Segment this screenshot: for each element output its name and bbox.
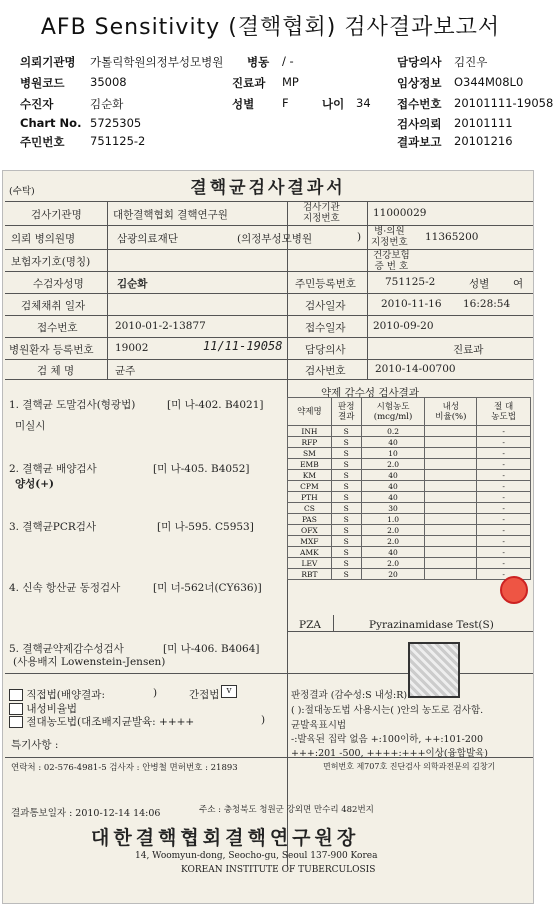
drug-cell: RFP [288,437,332,448]
field-label: 담당의사 [305,344,346,356]
drug-row [288,525,531,536]
test-1-code: [미 나-402. B4021] [167,399,264,411]
drug-cell [425,503,477,514]
drug-cell: - [477,437,531,448]
drug-row [288,492,531,503]
field-value: 대한결핵협회 결핵연구원 [113,209,228,221]
drug-cell: MXF [288,536,332,547]
field-label: 병·의원 지정번호 [371,226,408,248]
field-value: 16:28:54 [463,298,511,310]
drug-cell: 10 [361,448,425,459]
field-value: 김순화 [90,97,124,111]
drug-cell: 1.0 [361,514,425,525]
field-label: 건강보험 증 번 호 [373,250,410,272]
drug-row [288,536,531,547]
field-label: 의뢰 병의원명 [11,233,76,245]
test-4-label: 4. 신속 항산균 동정검사 [9,582,121,594]
legend-line: +++:201 -500, ++++:+++이상(융합발육) [291,748,489,759]
susceptibility-table [287,397,531,580]
sheet-title: 결핵균검사결과서 [190,178,346,198]
drug-cell [425,448,477,459]
drug-cell: LEV [288,558,332,569]
drug-cell: 40 [361,470,425,481]
method-ratio-label: 내성비율법 [26,703,78,715]
field-value: 5725305 [90,116,142,130]
field-label: 검 체 명 [37,365,75,377]
method-indirect-check: v [221,685,237,698]
drug-cell: - [477,525,531,536]
field-value: 751125-2 [90,134,146,148]
special-notes-label: 특기사항 : [11,739,59,751]
test-1-label: 1. 결핵균 도말검사(형광법) [9,399,136,411]
field-label: 성별 [469,278,490,290]
pza-value: Pyrazinamidase Test(S) [369,619,494,631]
field-value: O344M08L0 [454,75,524,89]
drug-cell: - [477,426,531,437]
field-value: 35008 [90,75,127,89]
susceptibility-title: 약제 감수성 검사결과 [321,387,419,399]
drug-cell: S [331,448,361,459]
drug-cell [425,536,477,547]
drug-cell [425,470,477,481]
drug-cell: S [331,547,361,558]
field-value: 20101216 [454,134,513,148]
field-label: 담당의사 [397,55,442,69]
drug-cell: S [331,558,361,569]
field-value: MP [282,75,299,89]
field-label: 보험자기호(명칭) [11,256,91,268]
field-label: 검사의뢰 [397,117,442,131]
test-4-code: [미 너-562너(CY636)] [153,582,262,594]
drug-cell: KM [288,470,332,481]
drug-cell: S [331,426,361,437]
drug-row [288,503,531,514]
field-value: 11365200 [425,231,479,243]
field-label: 진료과 [232,76,266,90]
field-value: 가톨릭학원의정부성모병원 [90,55,224,69]
method-indirect-label: 간접법 [189,689,220,701]
field-label: 검체채취 일자 [21,300,86,312]
method-absolute-label: 절대농도법(대조배지균발육: ++++ [26,716,195,728]
field-label: 성별 [232,97,255,111]
field-label: 결과보고 [397,135,442,149]
drug-cell: - [477,503,531,514]
field-value: 20101111-19058 [454,96,553,110]
method-absolute [9,714,194,729]
sus-col-header: 판정 결과 [331,398,361,426]
legend-line: ( ):절대농도법 사용시는( )안의 농도로 검사함. [291,705,484,716]
field-value: / - [282,54,294,68]
method-direct-close: ) [153,687,158,699]
drug-cell: 40 [361,437,425,448]
drug-row [288,547,531,558]
drug-row [288,426,531,437]
method-direct [9,687,105,702]
drug-cell: AMK [288,547,332,558]
drug-cell: 30 [361,503,425,514]
field-label: 접수번호 [397,97,442,111]
field-value: 34 [356,96,371,110]
drug-cell: 40 [361,481,425,492]
footer-license: 면허번호 제707호 진단검사 의학과전문의 김창기 [323,762,496,771]
field-label: Chart No. [20,116,82,130]
drug-cell: 20 [361,569,425,580]
field-value: 20101111 [454,116,513,130]
drug-cell: S [331,536,361,547]
drug-cell: - [477,448,531,459]
drug-cell [425,426,477,437]
official-seal-icon [408,642,460,698]
test-2-result: 양성(+) [15,478,55,490]
drug-cell: S [331,470,361,481]
drug-cell: - [477,558,531,569]
drug-cell [425,514,477,525]
drug-cell: PAS [288,514,332,525]
footer-address: 주소 : 충청북도 청원군 강외면 만수리 482번지 [199,805,374,815]
field-value: 2010-11-16 [381,298,442,310]
drug-row [288,481,531,492]
field-label: 진료과 [453,344,484,356]
drug-cell: S [331,569,361,580]
field-value: F [282,96,289,110]
drug-cell: 2.0 [361,536,425,547]
test-1-result: 미실시 [15,420,46,432]
drug-cell: - [477,492,531,503]
drug-cell: S [331,459,361,470]
footer-contact: 연락처 : 02-576-4981-5 검사자 : 안병철 면허번호 : 21893 [11,763,238,773]
drug-cell: 40 [361,492,425,503]
drug-cell [425,481,477,492]
drug-row [288,558,531,569]
drug-cell: 0.2 [361,426,425,437]
drug-cell: S [331,525,361,536]
test-5-result: (사용배지 Lowenstein-Jensen) [13,656,166,668]
sus-col-header: 약제명 [288,398,332,426]
sus-col-header: 시험농도 (mcg/ml) [361,398,425,426]
field-label: 병원코드 [20,76,65,90]
drug-cell: CS [288,503,332,514]
drug-cell: SM [288,448,332,459]
sus-col-header: 절 대 농도법 [477,398,531,426]
drug-cell: - [477,536,531,547]
field-label: 주민번호 [20,135,65,149]
field-label: 접수일자 [305,322,346,334]
drug-cell: S [331,492,361,503]
field-label: 병원환자 등록번호 [9,344,94,356]
field-value: 김순화 [117,278,148,290]
field-value: 균주 [115,365,136,377]
drug-cell: 40 [361,547,425,558]
drug-cell: CPM [288,481,332,492]
drug-row [288,448,531,459]
test-3-code: [미 나-595. C5953] [157,521,254,533]
drug-cell: - [477,459,531,470]
method-direct-label: 직접법(배양결과: [26,689,105,701]
drug-cell: - [477,547,531,558]
drug-cell: - [477,470,531,481]
footer-address-en: 14, Woomyun-dong, Seocho-gu, Seoul 137-900 Korea [135,851,378,861]
drug-cell [425,558,477,569]
pza-label: PZA [299,619,321,631]
drug-cell [425,569,477,580]
field-value: (의정부성모병원 [237,233,313,245]
drug-row [288,569,531,580]
drug-cell: S [331,437,361,448]
drug-cell [425,547,477,558]
drug-cell: - [477,514,531,525]
field-value: ) [357,231,362,243]
field-value: 김진우 [454,55,488,69]
test-2-label: 2. 결핵균 배양검사 [9,463,97,475]
legend-line: 균발육표시법 [291,720,347,731]
drug-cell: 2.0 [361,525,425,536]
field-value: 2010-14-00700 [375,363,456,375]
drug-cell: EMB [288,459,332,470]
footer-organization-en: KOREAN INSTITUTE OF TUBERCULOSIS [181,865,376,875]
sheet-tag: (수탁) [9,186,35,197]
report-title: AFB Sensitivity (결핵협회) 검사결과보고서 [40,15,501,40]
drug-row [288,437,531,448]
field-value: 19002 [115,342,149,354]
drug-cell: INH [288,426,332,437]
drug-cell: S [331,481,361,492]
test-2-code: [미 나-405. B4052] [153,463,250,475]
test-3-label: 3. 결핵균PCR검사 [9,521,97,533]
drug-cell: - [477,481,531,492]
test-5-code: [미 나-406. B4064] [163,643,260,655]
field-label: 검사기관 지정번호 [303,202,340,224]
drug-cell: RBT [288,569,332,580]
field-label: 나이 [322,97,345,111]
drug-cell: 2.0 [361,459,425,470]
drug-cell [425,437,477,448]
field-label: 검사기관명 [31,209,82,221]
drug-row [288,459,531,470]
drug-cell: - [477,569,531,580]
drug-cell: OFX [288,525,332,536]
scanned-result-sheet [2,170,534,904]
test-5-label: 5. 결핵균약제감수성검사 [9,643,124,655]
footer-date: 결과통보일자 : 2010-12-14 14:06 [11,808,161,819]
drug-cell [425,492,477,503]
field-label: 수진자 [20,97,54,111]
drug-row [288,470,531,481]
field-value: 여 [513,278,524,290]
drug-cell: S [331,514,361,525]
field-label: 접수번호 [37,322,78,334]
footer-organization: 대한결핵협회결핵연구원장 [91,827,360,849]
legend-line: 판정결과 (감수성:S 내성:R) [291,690,408,701]
field-label: 임상정보 [397,76,442,90]
field-label: 수검자성명 [33,278,84,290]
drug-cell [425,459,477,470]
drug-cell: 2.0 [361,558,425,569]
legend-line: -:발육된 집락 없음 +:100이하, ++:101-200 [291,734,483,745]
sus-col-header: 내성 비율(%) [425,398,477,426]
field-value: 삼광의료재단 [117,233,178,245]
field-label: 검사일자 [305,300,346,312]
field-value: 2010-09-20 [373,320,434,332]
field-value: 2010-01-2-13877 [115,320,206,332]
field-label: 주민등록번호 [295,278,356,290]
drug-cell: PTH [288,492,332,503]
drug-cell [425,525,477,536]
handwritten-note: 11/11-19058 [203,339,283,353]
field-value: 11000029 [373,207,427,219]
field-label: 병동 [247,55,270,69]
red-stamp-icon [500,576,528,604]
drug-cell: S [331,503,361,514]
field-value: 751125-2 [385,276,436,288]
field-label: 의뢰기관명 [20,55,76,69]
field-label: 검사번호 [305,365,346,377]
method-absolute-close: ) [261,714,266,726]
drug-row [288,514,531,525]
